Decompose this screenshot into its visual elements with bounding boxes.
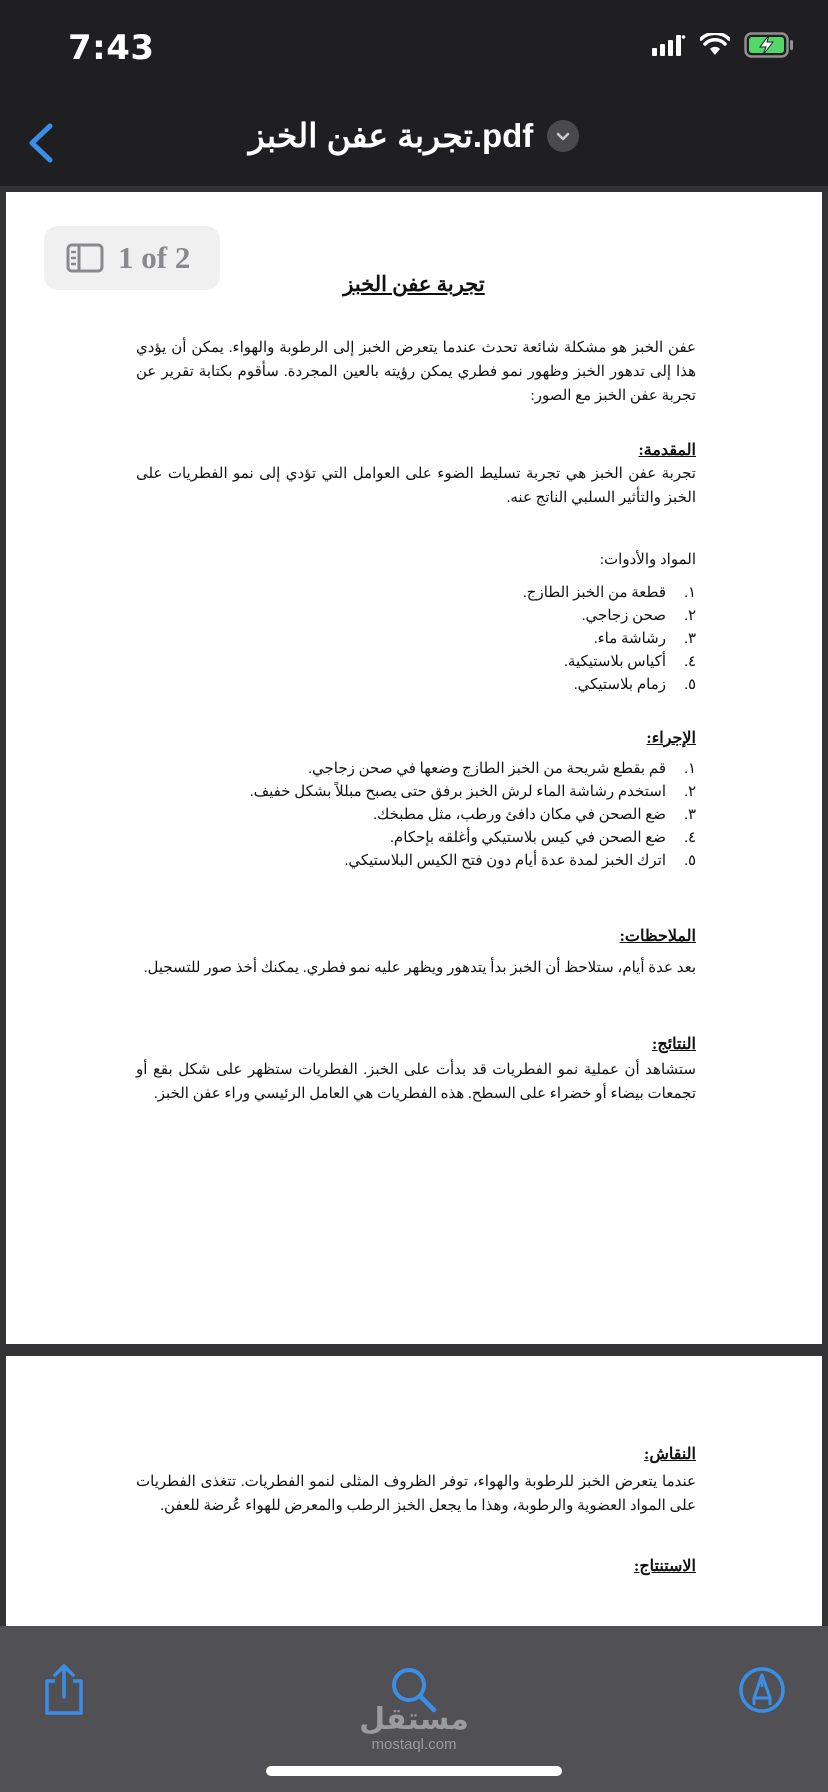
conclusion-title: الاستنتاج: [634,1558,696,1575]
procedure-list [250,758,696,873]
list-item: ٣. رشاشة ماء. [593,631,696,647]
doc-heading: تجربة عفن الخبز [343,272,485,296]
observations-text: بعد عدة أيام، ستلاحظ أن الخبز بدأ يتدهور ويظهر عليه نمو فطري. يمكنك أخذ صور للتسجيل. [143,960,696,976]
list-item: ١. قم بقطع شريحة من الخبز الطازج وضعها في صحن زجاجي. [308,761,696,777]
status-icons [652,32,794,58]
list-item: ٥. زمام بلاستيكي. [573,677,696,693]
watermark-arabic: مستقل [359,1702,469,1737]
list-item: ٤. أكياس بلاستيكية. [564,654,696,670]
home-indicator[interactable] [266,1766,562,1776]
procedure-title: الإجراء: [646,730,696,747]
page-indicator-text: 1 of 2 [118,240,191,275]
document-title-button[interactable] [0,116,828,155]
discussion-title: النقاش: [644,1446,696,1463]
intro-section-title: المقدمة: [638,442,696,459]
list-item: ٢. صحن زجاجي. [581,608,696,624]
observations-title: الملاحظات: [619,928,696,945]
nav-bar [0,100,828,186]
document-title-text: تجربة عفن الخبز.pdf [248,117,534,154]
materials-list [523,582,696,697]
list-item: ٣. ضع الصحن في مكان دافئ ورطب، مثل مطبخك. [373,807,696,823]
status-time: 7:43 [68,28,155,68]
intro-paragraph: عفن الخبز هو مشكلة شائعة تحدث عندما يتعرض الخبز إلى الرطوبة والهواء. يمكن أن يؤدي هذا إلى تدهور الخبز وظهور نمو فطري يمكن رؤيته بالعين المجردة. سأقوم بكتابة تقرير عن تجربة عفن الخبز مع الصور: [136,340,696,404]
results-title: النتائج: [652,1036,696,1053]
pdf-viewer[interactable] [0,186,828,1626]
pdf-page-2 [6,1356,822,1626]
list-item: ١. قطعة من الخبز الطازج. [523,585,696,601]
discussion-text: عندما يتعرض الخبز للرطوبة والهواء، توفر الظروف المثلى لنمو الفطريات. تتغذى الفطريات على المواد العضوية والرطوبة، وهذا ما يجعل الخبز الرطب والمعرض للهواء عُرضة للعفن. [136,1474,696,1514]
sidebar-icon [66,243,104,273]
wifi-icon [700,33,730,57]
signal-icon [652,34,686,56]
status-bar [0,0,828,100]
materials-title: المواد والأدوات: [599,552,696,568]
watermark-latin: mostaql.com [371,1736,457,1753]
list-item: ٢. استخدم رشاشة الماء لرش الخبز برفق حتى يصبح مبللاً بشكل خفيف. [249,784,696,800]
chevron-down-icon [547,120,579,152]
list-item: ٤. ضع الصحن في كيس بلاستيكي وأغلقه بإحكام. [390,830,696,846]
intro-section-text: تجربة عفن الخبز هي تجربة تسليط الضوء على العوامل التي تؤدي إلى نمو الفطريات على الخبز والتأثير السلبي الناتج عنه. [136,466,696,506]
results-text: ستشاهد أن عملية نمو الفطريات قد بدأت على الخبز. الفطريات ستظهر على شكل بقع أو تجمعات بيضاء أو خضراء على السطح. هذه الفطريات هي العامل الرئيسي وراء عفن الخبز. [136,1062,696,1102]
battery-charging-icon [744,32,794,58]
list-item: ٥. اترك الخبز لمدة عدة أيام دون فتح الكيس البلاستيكي. [344,853,696,869]
pdf-page-1 [6,192,822,1344]
